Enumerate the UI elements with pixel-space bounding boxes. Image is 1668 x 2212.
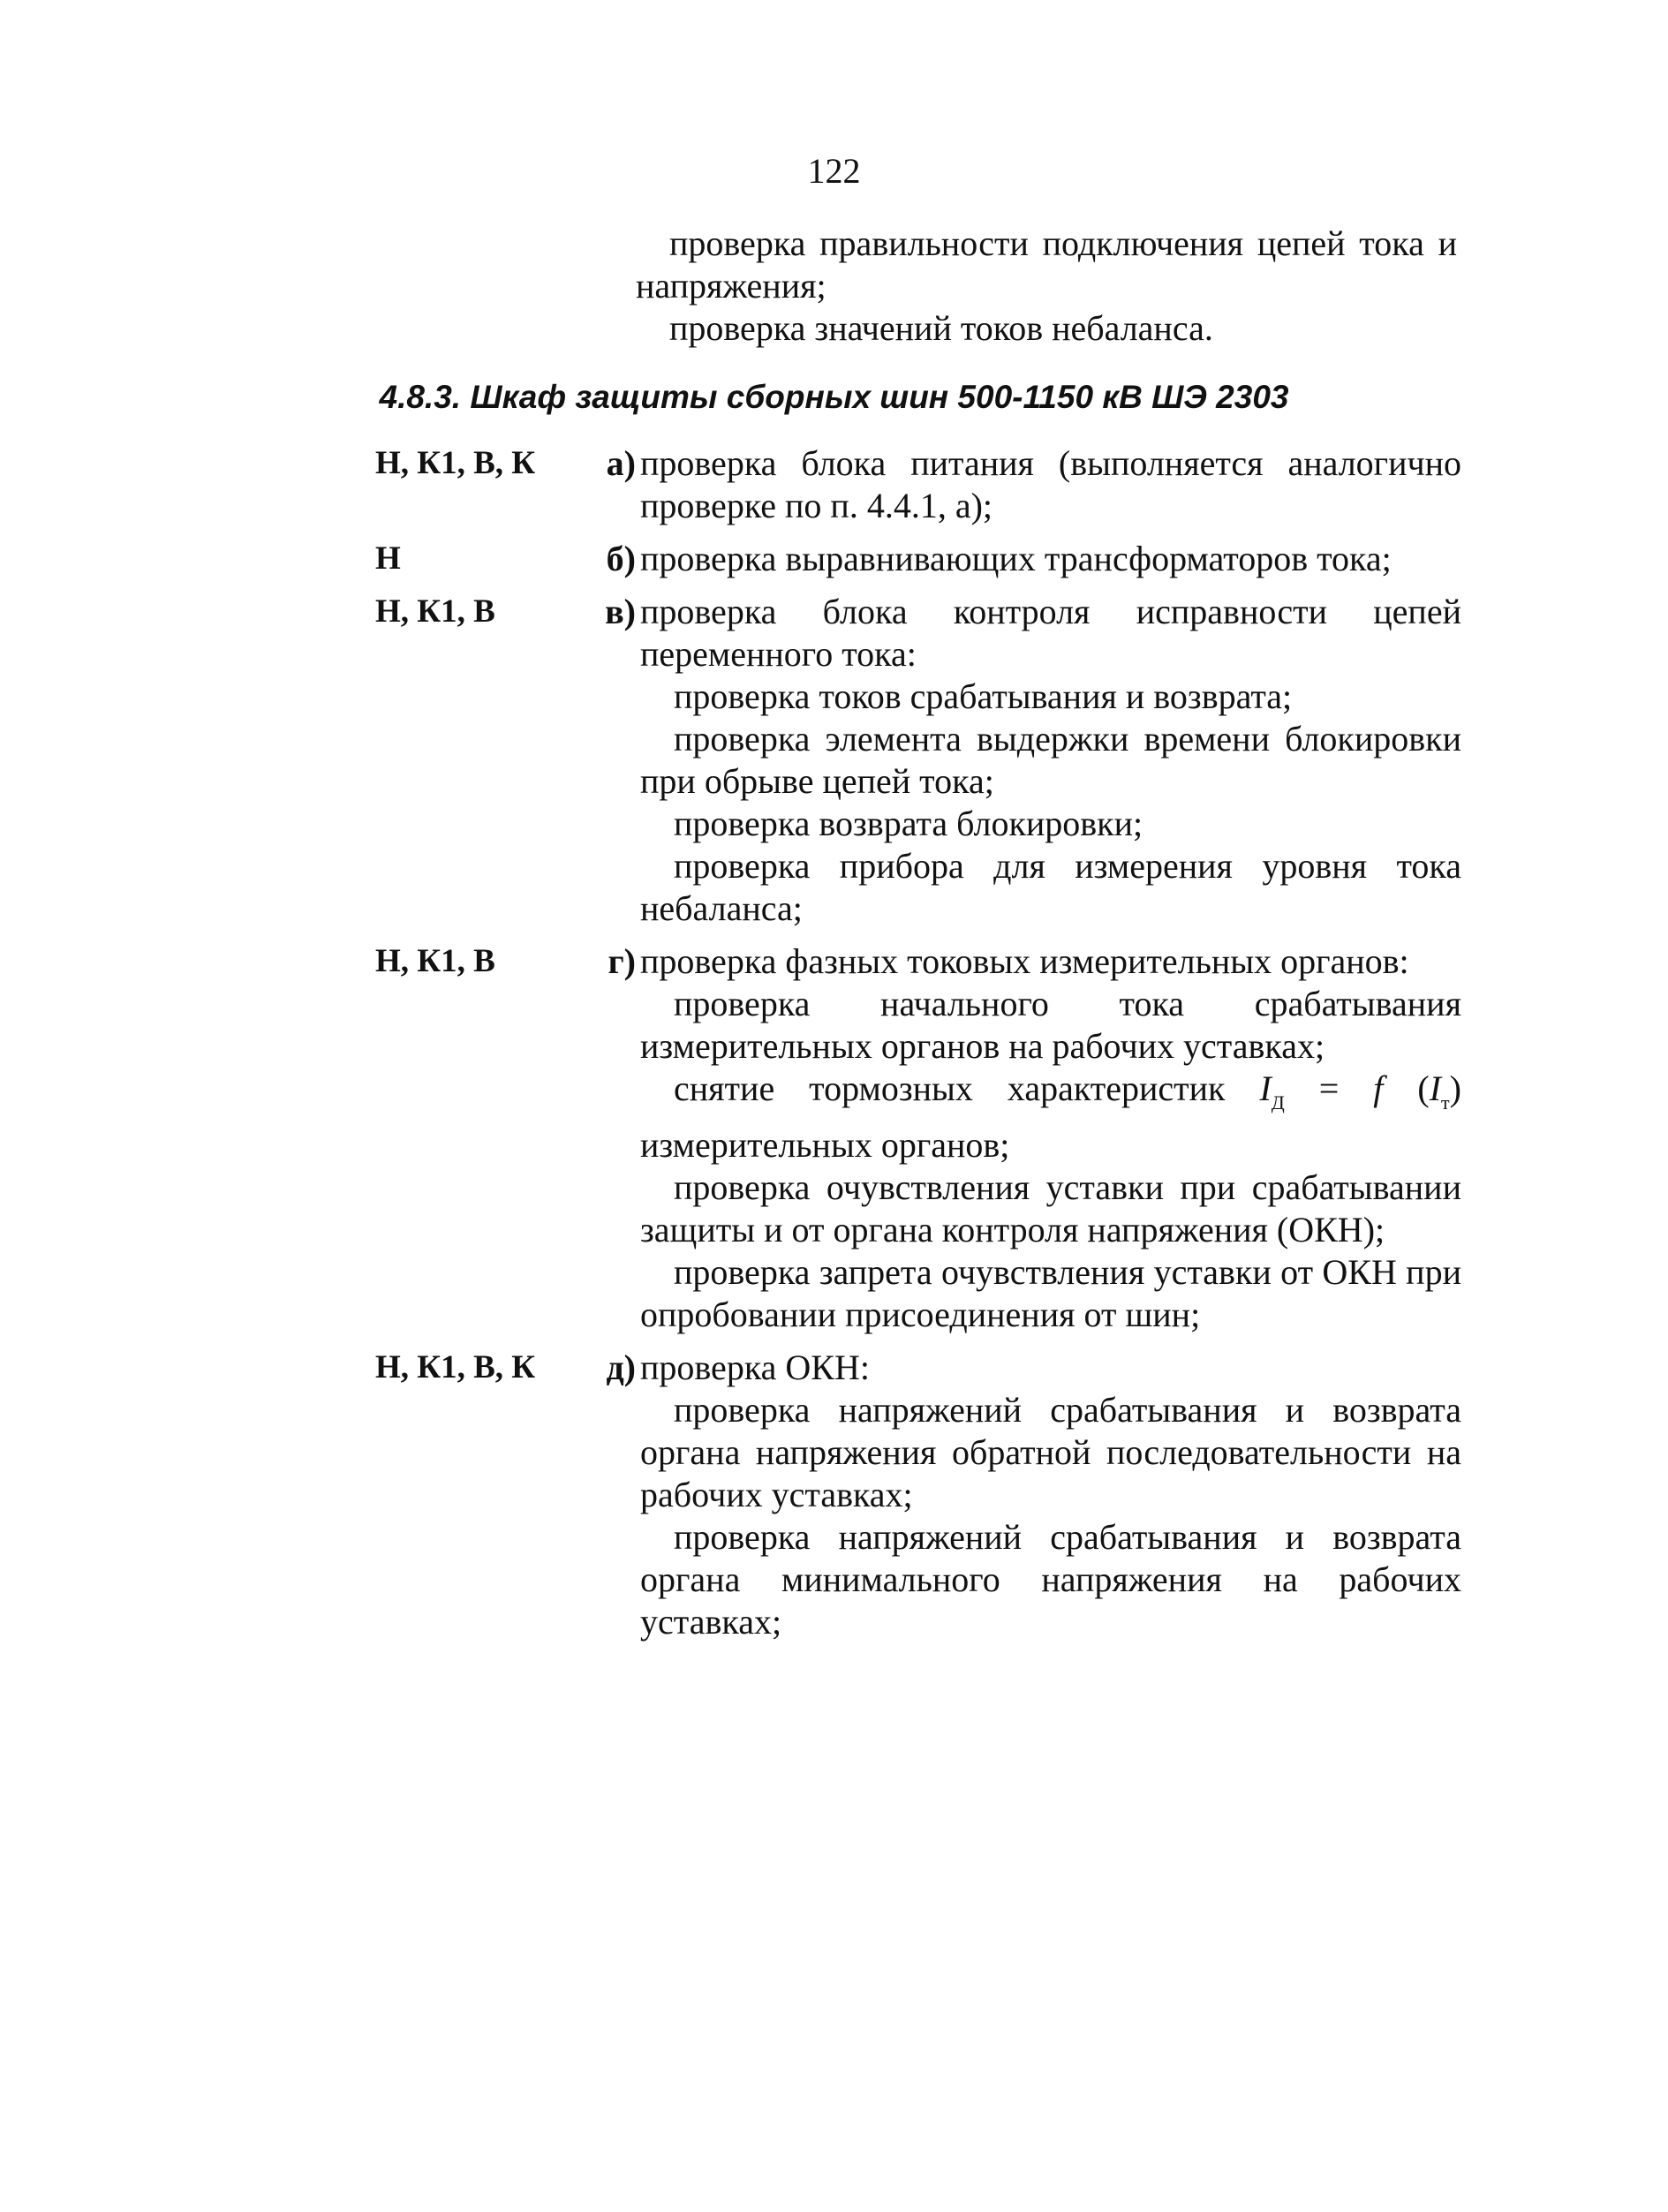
entry-text: проверка выравнивающих трансформаторов тока; [640, 539, 1392, 578]
entry-text: проверка блока контроля исправности цепей переменного тока: [640, 592, 1461, 674]
formula-arg-sub: т [1441, 1091, 1450, 1114]
entry-codes: Н, К1, В, К [375, 1349, 536, 1385]
entry-codes: Н, К1, В, К [375, 445, 536, 481]
entry-letter: в) [605, 592, 636, 631]
formula-lhs: I [1259, 1068, 1272, 1108]
formula-tail-text: измерительных органов; [640, 1125, 1010, 1165]
formula-func: f [1373, 1068, 1384, 1108]
checklist-entry [375, 538, 1461, 580]
entry-body [640, 591, 1461, 930]
entry-subitem: проверка напряжений срабатывания и возврата органа минимального напряжения на рабочих уставках; [640, 1517, 1461, 1642]
entry-subitem-formula [640, 1068, 1461, 1166]
entry-letter: а) [606, 443, 636, 483]
entry-subitem: проверка начального тока срабатывания измерительных органов на рабочих уставках; [640, 984, 1461, 1066]
checklist-entry [375, 940, 1461, 1336]
entry-body [640, 1347, 1461, 1643]
page-number: 122 [807, 151, 861, 191]
entry-subitem: проверка элемента выдержки времени блокировки при обрыве цепей тока; [640, 719, 1461, 801]
intro-line: проверка значений токов небаланса. [669, 308, 1213, 348]
checklist [375, 442, 1461, 1654]
intro-block [636, 223, 1457, 350]
entry-subitem: проверка токов срабатывания и возврата; [674, 676, 1293, 716]
entry-subitem: проверка очувствления уставки при срабатывании защиты и от органа контроля напряжения (ОКН); [640, 1167, 1461, 1249]
entry-letter: г) [608, 941, 636, 981]
entry-text: проверка фазных токовых измерительных органов: [640, 941, 1409, 981]
entry-letter: д) [606, 1348, 636, 1387]
entry-text: проверка блока питания (выполняется аналогично проверке по п. 4.4.1, а); [640, 443, 1461, 525]
formula-eq: = [1318, 1068, 1340, 1108]
formula-lead-text: снятие тормозных характеристик [674, 1068, 1226, 1108]
section-heading: 4.8.3. Шкаф защиты сборных шин 500-1150 кВ ШЭ 2303 [379, 379, 1289, 415]
formula-arg: I [1429, 1068, 1442, 1108]
entry-text: проверка ОКН: [640, 1348, 870, 1387]
entry-subitem: проверка напряжений срабатывания и возврата органа напряжения обратной последовательности на рабочих уставках; [640, 1390, 1461, 1514]
entry-body [640, 538, 1461, 580]
braking-characteristic-formula: $I_Д = f$ $(I_т)$ [1259, 1068, 1461, 1114]
formula-lhs-sub: Д [1271, 1091, 1285, 1114]
checklist-entry [375, 442, 1461, 527]
intro-line: проверка правильности подключения цепей тока и напряжения; [636, 223, 1457, 306]
checklist-entry [375, 1347, 1461, 1643]
entry-letter: б) [606, 539, 636, 578]
checklist-entry [375, 591, 1461, 930]
entry-codes: Н, К1, В [375, 943, 495, 979]
entry-subitem: проверка возврата блокировки; [674, 804, 1143, 843]
entry-subitem: проверка запрета очувствления уставки от ОКН при опробовании присоединения от шин; [640, 1252, 1461, 1334]
entry-subitem: проверка прибора для измерения уровня тока небаланса; [640, 846, 1461, 928]
entry-codes: Н [375, 540, 401, 577]
entry-codes: Н, К1, В [375, 593, 495, 630]
entry-body [640, 940, 1461, 1336]
entry-body [640, 442, 1461, 527]
